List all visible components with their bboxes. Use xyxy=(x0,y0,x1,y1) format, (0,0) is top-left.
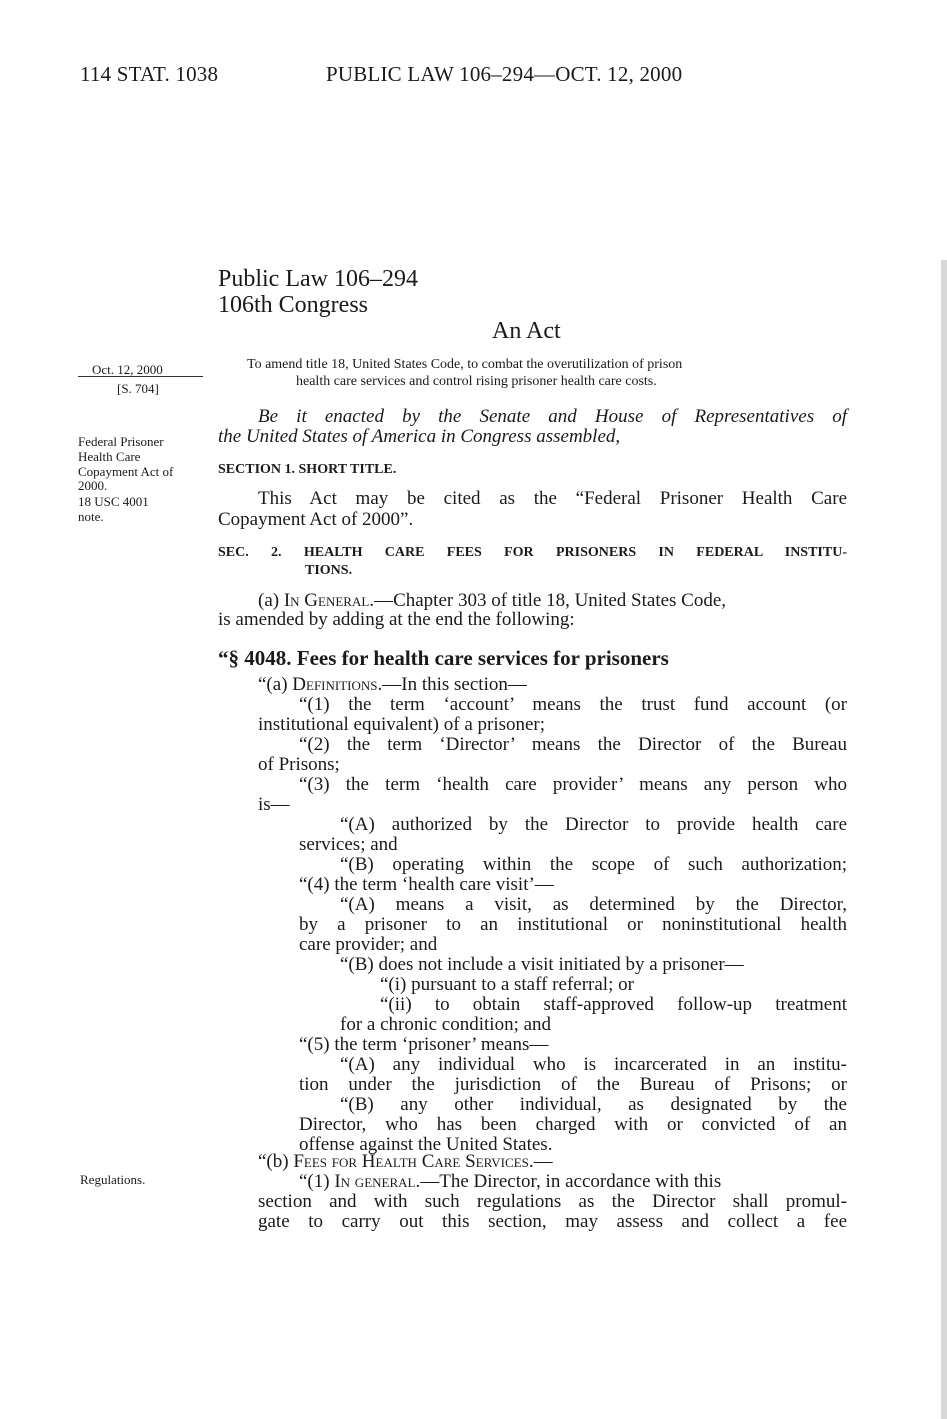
law-number: Public Law 106–294 xyxy=(218,266,418,292)
margin-short-title-2: Health Care xyxy=(78,449,141,464)
scan-edge xyxy=(941,260,947,1419)
def-line-6: is— xyxy=(258,794,290,815)
section1-line-1: This Act may be cited as the “Federal Prisoner Health Care xyxy=(258,488,847,509)
fees-heading: “(b) Fees for Health Care Services.— xyxy=(258,1151,553,1172)
def-line-14: “(B) does not include a visit initiated by a prisoner— xyxy=(340,954,744,975)
section2-general-line-1: (a) In General.—Chapter 303 of title 18, United States Code, xyxy=(258,590,727,611)
margin-short-title-3: Copayment Act of xyxy=(78,464,174,479)
purpose-line-2: health care services and control rising prisoner health care costs. xyxy=(296,374,657,389)
def-line-22: Director, who has been charged with or convicted of an xyxy=(299,1114,847,1135)
def-line-11: “(A) means a visit, as determined by the Director, xyxy=(340,894,847,915)
running-header: PUBLIC LAW 106–294—OCT. 12, 2000 xyxy=(326,62,683,86)
section1-line-2: Copayment Act of 2000”. xyxy=(218,509,414,530)
def-line-19: “(A) any individual who is incarcerated in an institu- xyxy=(340,1054,847,1075)
act-label: An Act xyxy=(492,318,561,344)
page-reference: 114 STAT. 1038 xyxy=(80,62,219,86)
margin-date: Oct. 12, 2000 xyxy=(92,362,163,377)
def-line-7: “(A) authorized by the Director to provide health care xyxy=(340,814,847,835)
enacting-line-2: the United States of America in Congress assembled, xyxy=(218,426,621,447)
def-line-17: for a chronic condition; and xyxy=(340,1014,552,1035)
margin-short-title-1: Federal Prisoner xyxy=(78,434,164,449)
def-line-18: “(5) the term ‘prisoner’ means— xyxy=(299,1034,549,1055)
margin-usc-1: 18 USC 4001 xyxy=(78,494,149,509)
section1-heading: SECTION 1. SHORT TITLE. xyxy=(218,462,397,477)
def-line-9: “(B) operating within the scope of such authorization; xyxy=(340,854,847,875)
section2-heading-line-2: TIONS. xyxy=(305,563,353,578)
def-line-1: “(1) the term ‘account’ means the trust fund account (or xyxy=(299,694,847,715)
definitions-heading: “(a) Definitions.—In this section— xyxy=(258,674,527,695)
def-line-21: “(B) any other individual, as designated by the xyxy=(340,1094,847,1115)
def-line-2: institutional equivalent) of a prisoner; xyxy=(258,714,546,735)
margin-bill-number: [S. 704] xyxy=(117,381,159,396)
margin-short-title-4: 2000. xyxy=(78,478,108,493)
congress-number: 106th Congress xyxy=(218,292,368,318)
fees-general-line-2: section and with such regulations as the Director shall promul- xyxy=(258,1191,847,1212)
def-line-4: of Prisons; xyxy=(258,754,340,775)
margin-rule xyxy=(78,376,203,377)
purpose-line-1: To amend title 18, United States Code, to combat the overutilization of prison xyxy=(247,357,683,372)
section2-general-line-2: is amended by adding at the end the following: xyxy=(218,609,575,630)
enacting-line-1: Be it enacted by the Senate and House of Representatives of xyxy=(258,406,847,427)
def-line-16: “(ii) to obtain staff-approved follow-up treatment xyxy=(380,994,847,1015)
def-line-23: offense against the United States. xyxy=(299,1134,553,1155)
fees-general-line-1: “(1) In general.—The Director, in accordance with this xyxy=(299,1171,722,1192)
margin-usc-2: note. xyxy=(78,509,104,524)
margin-regulations: Regulations. xyxy=(80,1172,146,1187)
section-4048-heading: “§ 4048. Fees for health care services for prisoners xyxy=(218,646,669,670)
def-line-10: “(4) the term ‘health care visit’— xyxy=(299,874,554,895)
def-line-12: by a prisoner to an institutional or noninstitutional health xyxy=(299,914,847,935)
def-line-3: “(2) the term ‘Director’ means the Director of the Bureau xyxy=(299,734,847,755)
def-line-20: tion under the jurisdiction of the Bureau of Prisons; or xyxy=(299,1074,847,1095)
def-line-5: “(3) the term ‘health care provider’ means any person who xyxy=(299,774,847,795)
fees-general-line-3: gate to carry out this section, may assess and collect a fee xyxy=(258,1211,847,1232)
section2-heading-line-1: SEC. 2. HEALTH CARE FEES FOR PRISONERS IN FEDERAL INSTITU- xyxy=(218,545,847,560)
def-line-13: care provider; and xyxy=(299,934,438,955)
def-line-8: services; and xyxy=(299,834,398,855)
def-line-15: “(i) pursuant to a staff referral; or xyxy=(380,974,634,995)
